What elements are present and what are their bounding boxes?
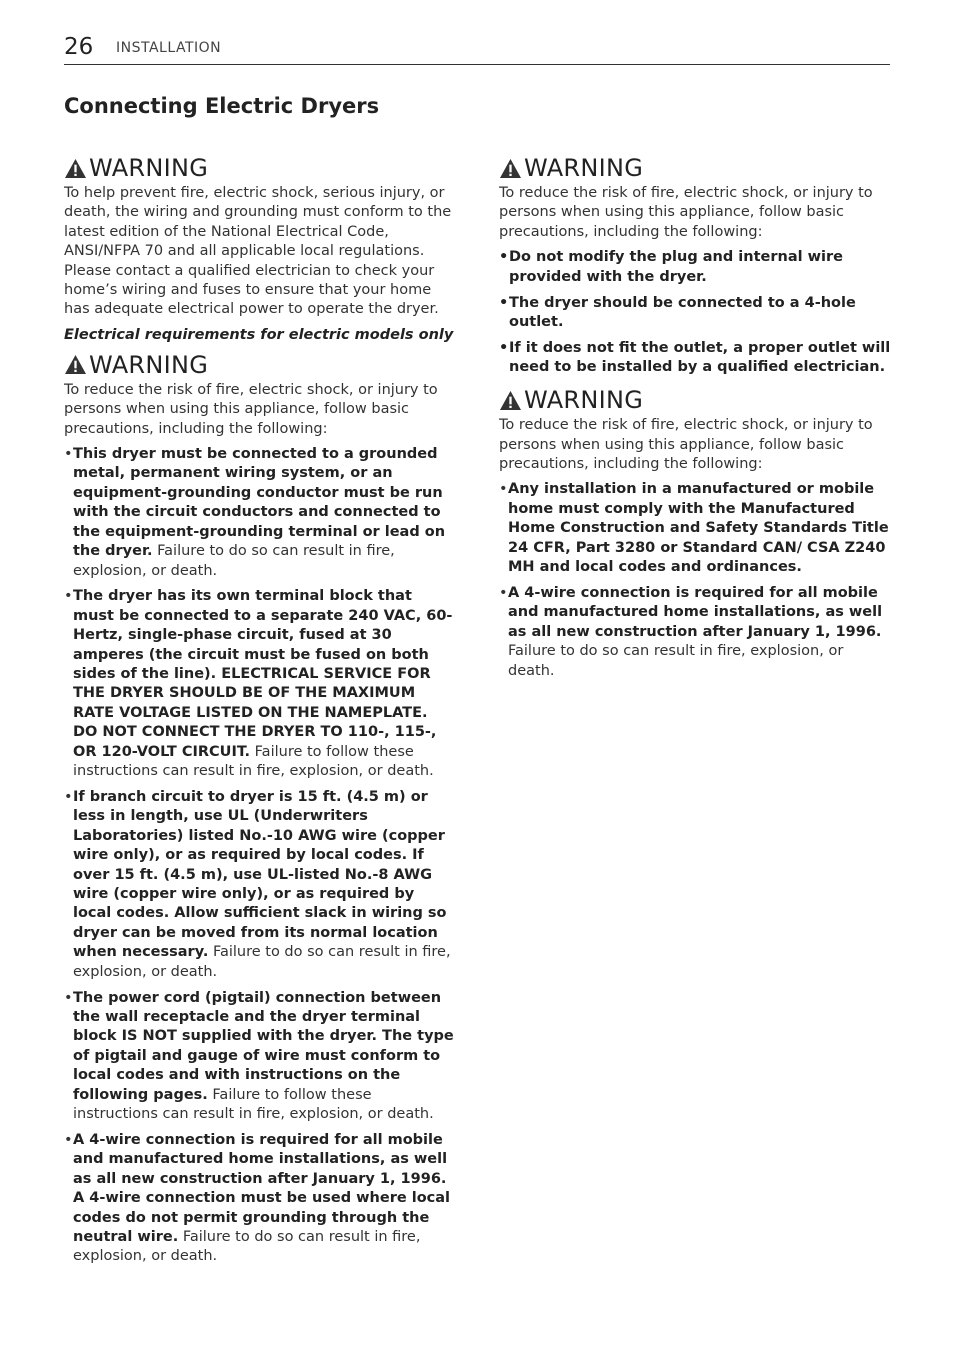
electrical-requirements-subheading: Electrical requirements for electric models only [64,326,454,343]
list-item: • A 4-wire connection is required for all mobile and manufactured home installations, as well as all new construction after January 1, 1996. Failure to do so can result in fire, explosion, or death. [499,584,883,679]
warning-triangle-icon [64,354,87,375]
warning-block-1 [64,152,456,320]
list-item: • If it does not fit the outlet, a proper outlet will need to be installed by a qualified electrician. [499,339,891,376]
left-column [64,152,456,1273]
warning-label: WARNING [89,350,209,379]
warning-triangle-icon [499,390,522,411]
warning-triangle-icon [64,158,87,179]
list-item: • This dryer must be connected to a grounded metal, permanent wiring system, or an equipment-grounding conductor must be run with the circuit conductors and connected to the equipment-grounding terminal or lead on the dryer. Failure to do so can result in fire, explosion, or death. [64,446,446,579]
warning-bullet-list [499,480,891,681]
section-name: INSTALLATION [116,40,222,56]
warning-intro: To reduce the risk of fire, electric shock, or injury to persons when using this appliance, follow basic precautions, including the following: [499,417,873,472]
list-item: • The power cord (pigtail) connection between the wall receptacle and the dryer terminal block IS NOT supplied with the dryer. The type of pigtail and gauge of wire must conform to local codes and with instructions on the following pages. Failure to follow these instructions can result in fire, explosion, or death. [64,989,454,1122]
warning-label: WARNING [89,154,209,182]
warning-heading [499,152,891,184]
warning-heading [64,349,456,381]
list-item: • Any installation in a manufactured or mobile home must comply with the Manufactured Home Construction and Safety Standards Title 24 CFR, Part 3280 or Standard CAN/ CSA Z240 MH and local codes and ordinances. [499,481,889,575]
warning-text: To help prevent fire, electric shock, serious injury, or death, the wiring and grounding must conform to the latest edition of the National Electrical Code, ANSI/NFPA 70 and all applicable local regulations. Please contact a qualified electrician to check your home’s wiring and fuses to ensure that your home has adequate electrical power to operate the dryer. [64,185,452,318]
list-item: • A 4-wire connection is required for all mobile and manufactured home installations, as well as all new construction after January 1, 1996. A 4-wire connection must be used where local codes do not permit grounding through the neutral wire. Failure to do so can result in fire, explosion, or death. [64,1131,451,1265]
warning-intro: To reduce the risk of fire, electric shock, or injury to persons when using this appliance, follow basic precautions, including the following: [64,381,438,437]
list-item: • Do not modify the plug and internal wire provided with the dryer. [499,249,843,285]
list-item: • The dryer has its own terminal block that must be connected to a separate 240 VAC, 60-Hertz, single-phase circuit, fused at 30 amperes (the circuit must be fused on both sides of the line). ELECTRICAL SERVICE FOR THE DRYER SHOULD BE OF THE MAXIMUM RATE VOLTAGE LISTED ON THE NAMEPLATE. DO NOT CONNECT THE DRYER TO 110-, 115-, OR 120-VOLT CIRCUIT. Failure to follow these instructions can result in fire, explosion, or death. [64,588,453,780]
warning-block-2 [64,349,456,1267]
page-title: Connecting Electric Dryers [64,94,380,118]
list-item: • The dryer should be connected to a 4-hole outlet. [499,294,856,330]
list-item: • If branch circuit to dryer is 15 ft. (4.5 m) or less in length, use UL (Underwriters Laboratories) listed No.-10 AWG wire (copper wire only), or as required by local codes. If over 15 ft. (4.5 m), use UL-listed No.-8 AWG wire (copper wire only), or as required by local codes. Allow sufficient slack in wiring so dryer can be moved from its normal location when necessary. Failure to do so can result in fire, explosion, or death. [64,788,451,980]
page-number: 26 [64,34,94,60]
warning-heading [64,152,456,184]
page-header [64,30,890,65]
warning-label: WARNING [524,386,644,415]
warning-block-3 [499,152,891,378]
warning-bullet-list [499,248,891,377]
warning-intro: To reduce the risk of fire, electric shock, or injury to persons when using this appliance, follow basic precautions, including the following: [499,185,873,240]
warning-label: WARNING [524,154,644,182]
right-column [499,152,891,687]
warning-bullet-list [64,445,456,1267]
warning-triangle-icon [499,158,522,179]
warning-heading [499,384,891,416]
warning-block-4 [499,384,891,681]
